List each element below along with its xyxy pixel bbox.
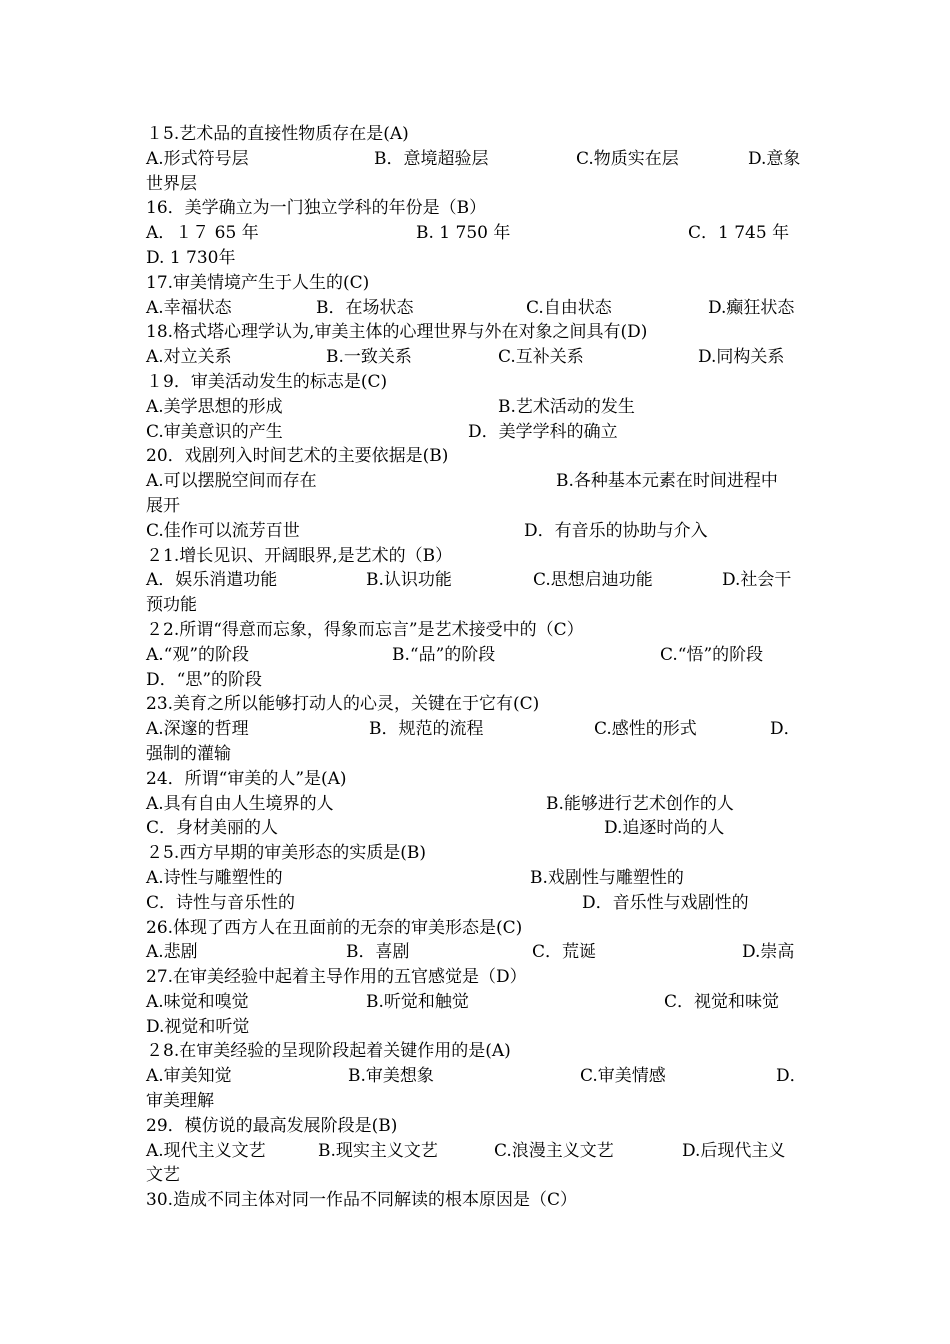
line-text: A.审美知觉	[146, 1066, 232, 1087]
line-text: A.深邃的哲理	[146, 719, 249, 740]
text-line	[146, 866, 808, 891]
text-line	[146, 271, 808, 296]
line-text: 27.在审美经验中起着主导作用的五官感觉是（D）	[146, 967, 527, 988]
line-text: C.审美意识的产生	[146, 421, 283, 442]
option-text: B.认识功能	[366, 570, 452, 591]
option-text: D．音乐性与戏剧性的	[582, 892, 749, 913]
line-text: 20．戏剧列入时间艺术的主要依据是(B)	[146, 446, 449, 467]
line-text: 29．模仿说的最高发展阶段是(B)	[146, 1115, 398, 1136]
text-line	[146, 1064, 808, 1089]
option-text: C．荒诞	[532, 942, 597, 963]
line-text: C．身材美丽的人	[146, 818, 279, 839]
line-text: A.对立关系	[146, 347, 232, 368]
option-text: D.后现代主义	[682, 1140, 786, 1161]
text-line	[146, 965, 808, 990]
text-line	[146, 940, 808, 965]
text-line	[146, 916, 808, 941]
text-line	[146, 519, 808, 544]
option-text: C.互补关系	[498, 347, 584, 368]
option-text: B．规范的流程	[369, 719, 484, 740]
text-line	[146, 618, 808, 643]
text-line	[146, 122, 808, 147]
text-line	[146, 717, 808, 742]
option-text: D.同构关系	[698, 347, 785, 368]
line-text: ２1.增长见识、开阔眼界,是艺术的（B）	[146, 545, 453, 566]
document-body	[146, 122, 808, 1213]
option-text: C．视觉和味觉	[664, 991, 780, 1012]
text-line	[146, 147, 808, 172]
option-text: D．	[770, 719, 801, 740]
line-text: ２8.在审美经验的呈现阶段起着关键作用的是(A)	[146, 1041, 511, 1062]
text-line	[146, 643, 808, 668]
option-text: B.审美想象	[348, 1066, 434, 1087]
line-text: C．诗性与音乐性的	[146, 892, 296, 913]
text-line	[146, 841, 808, 866]
line-text: ２2.所谓“得意而忘象，得象而忘言”是艺术接受中的（C）	[146, 619, 584, 640]
text-line	[146, 891, 808, 916]
text-line	[146, 1188, 808, 1213]
option-text: C.感性的形式	[594, 719, 697, 740]
line-text: 16．美学确立为一门独立学科的年份是（B）	[146, 198, 487, 219]
option-text: D.社会干	[722, 570, 792, 591]
line-text: A.现代主义文艺	[146, 1140, 266, 1161]
line-text: 18.格式塔心理学认为,审美主体的心理世界与外在对象之间具有(D)	[146, 322, 648, 343]
option-text: C.浪漫主义文艺	[494, 1140, 614, 1161]
line-text: A.“观”的阶段	[146, 644, 250, 665]
line-text: D．“思”的阶段	[146, 669, 263, 690]
line-text: A.美学思想的形成	[146, 396, 283, 417]
line-text: ２5.西方早期的审美形态的实质是(B)	[146, 843, 426, 864]
line-text: D.视觉和听觉	[146, 1016, 250, 1037]
text-line	[146, 494, 808, 519]
line-text: A.形式符号层	[146, 148, 249, 169]
line-text: C.佳作可以流芳百世	[146, 520, 300, 541]
text-line	[146, 816, 808, 841]
text-line	[146, 1114, 808, 1139]
option-text: C.审美情感	[580, 1066, 666, 1087]
option-text: B．在场状态	[316, 297, 414, 318]
text-line	[146, 320, 808, 345]
line-text: 审美理解	[146, 1091, 214, 1112]
text-line	[146, 1163, 808, 1188]
option-text: D.癫狂状态	[708, 297, 795, 318]
line-text: 30.造成不同主体对同一作品不同解读的根本原因是（C）	[146, 1190, 578, 1211]
text-line	[146, 420, 808, 445]
text-line	[146, 395, 808, 420]
option-text: D.意象	[748, 148, 801, 169]
option-text: B．意境超验层	[374, 148, 489, 169]
text-line	[146, 593, 808, 618]
line-text: A．娱乐消遣功能	[146, 570, 278, 591]
line-text: A.悲剧	[146, 942, 198, 963]
line-text: １5.艺术品的直接性物质存在是(A)	[146, 124, 409, 144]
line-text: A.幸福状态	[146, 297, 232, 318]
line-text: 预功能	[146, 595, 197, 616]
line-text: 23.美育之所以能够打动人的心灵，关键在于它有(C)	[146, 694, 540, 715]
option-text: C.自由状态	[526, 297, 612, 318]
text-line	[146, 172, 808, 197]
line-text: 文艺	[146, 1165, 180, 1186]
text-line	[146, 792, 808, 817]
text-line	[146, 246, 808, 271]
option-text: C．1 745 年	[688, 223, 790, 244]
text-line	[146, 221, 808, 246]
text-line	[146, 668, 808, 693]
text-line	[146, 370, 808, 395]
text-line	[146, 990, 808, 1015]
line-text: 强制的灌输	[146, 743, 231, 764]
option-text: B.各种基本元素在时间进程中	[556, 471, 778, 492]
text-line	[146, 568, 808, 593]
line-text: A．１７ 65 年	[146, 223, 259, 244]
text-line	[146, 296, 808, 321]
option-text: B．喜剧	[346, 942, 410, 963]
text-line	[146, 345, 808, 370]
line-text: １9．审美活动发生的标志是(C)	[146, 371, 388, 392]
line-text: A.诗性与雕塑性的	[146, 867, 283, 888]
option-text: B.“品”的阶段	[392, 644, 496, 665]
option-text: B.现实主义文艺	[318, 1140, 438, 1161]
option-text: B.听觉和触觉	[366, 991, 469, 1012]
option-text: B.一致关系	[326, 347, 412, 368]
line-text: 世界层	[146, 173, 197, 194]
line-text: A.可以摆脱空间而存在	[146, 471, 317, 492]
text-line	[146, 469, 808, 494]
line-text: A.具有自由人生境界的人	[146, 793, 334, 814]
option-text: D.崇高	[742, 942, 795, 963]
option-text: C.思想启迪功能	[533, 570, 653, 591]
text-line	[146, 1139, 808, 1164]
option-text: D.追逐时尚的人	[604, 818, 725, 839]
option-text: B. 1 750 年	[416, 223, 511, 244]
text-line	[146, 767, 808, 792]
option-text: C.“悟”的阶段	[660, 644, 764, 665]
line-text: D. 1 730年	[146, 247, 236, 268]
text-line	[146, 692, 808, 717]
text-line	[146, 544, 808, 569]
text-line	[146, 1089, 808, 1114]
line-text: 展开	[146, 495, 180, 516]
option-text: D．	[776, 1066, 807, 1087]
text-line	[146, 444, 808, 469]
option-text: D．有音乐的协助与介入	[524, 520, 708, 541]
line-text: A.味觉和嗅觉	[146, 991, 249, 1012]
option-text: C.物质实在层	[576, 148, 679, 169]
text-line	[146, 742, 808, 767]
line-text: 26.体现了西方人在丑面前的无奈的审美形态是(C)	[146, 917, 523, 938]
option-text: D．美学学科的确立	[468, 421, 618, 442]
text-line	[146, 1039, 808, 1064]
option-text: B.能够进行艺术创作的人	[546, 793, 734, 814]
line-text: 17.审美情境产生于人生的(C)	[146, 272, 370, 293]
option-text: B.戏剧性与雕塑性的	[530, 867, 684, 888]
text-line	[146, 196, 808, 221]
option-text: B.艺术活动的发生	[498, 396, 635, 417]
text-line	[146, 1015, 808, 1040]
line-text: 24．所谓“审美的人”是(A)	[146, 768, 347, 789]
